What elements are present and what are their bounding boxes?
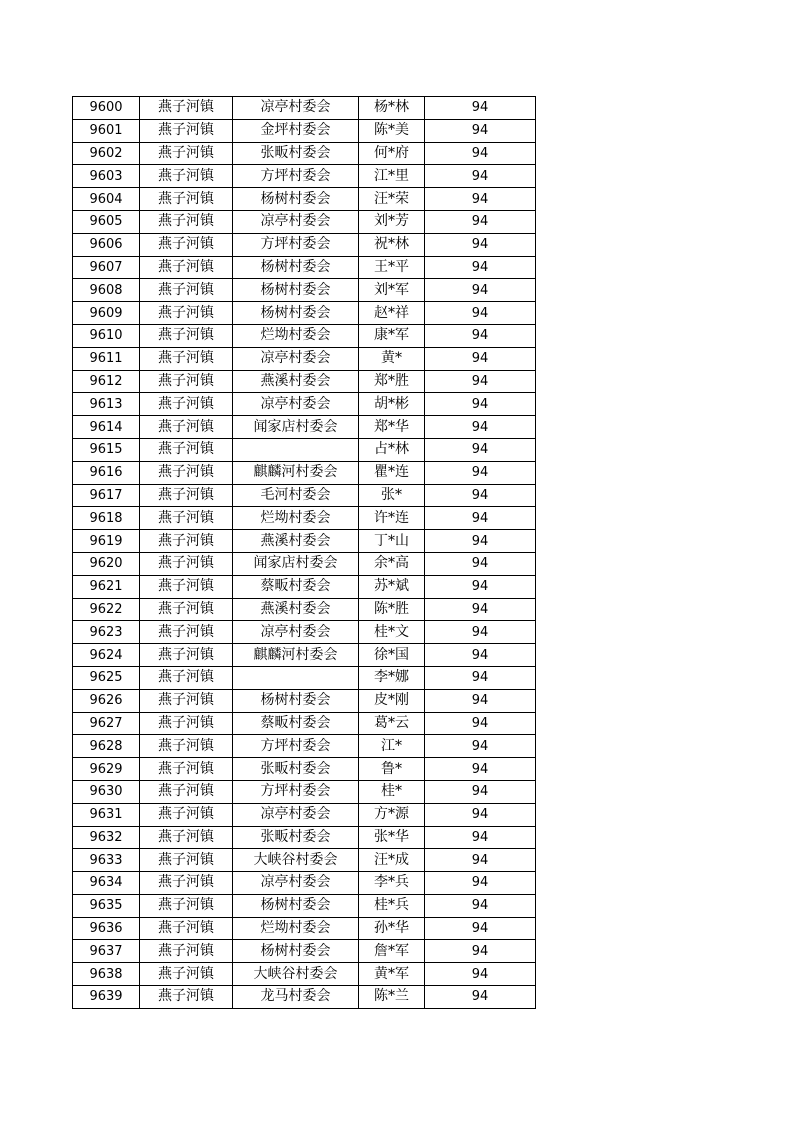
table-row bbox=[73, 986, 536, 1009]
village-committee-cell: 麒麟河村委会 bbox=[233, 461, 359, 484]
score-cell: 94 bbox=[425, 940, 536, 963]
row-number-cell: 9637 bbox=[73, 940, 140, 963]
score-cell: 94 bbox=[425, 461, 536, 484]
village-committee-cell: 凉亭村委会 bbox=[233, 621, 359, 644]
person-name-cell: 黄*军 bbox=[359, 963, 425, 986]
town-cell: 燕子河镇 bbox=[140, 803, 233, 826]
row-number-cell: 9614 bbox=[73, 416, 140, 439]
table-row bbox=[73, 621, 536, 644]
row-number-cell: 9601 bbox=[73, 119, 140, 142]
town-cell: 燕子河镇 bbox=[140, 917, 233, 940]
table-row bbox=[73, 461, 536, 484]
row-number-cell: 9631 bbox=[73, 803, 140, 826]
person-name-cell: 丁*山 bbox=[359, 530, 425, 553]
table-row bbox=[73, 758, 536, 781]
score-cell: 94 bbox=[425, 666, 536, 689]
town-cell: 燕子河镇 bbox=[140, 324, 233, 347]
person-name-cell: 葛*云 bbox=[359, 712, 425, 735]
row-number-cell: 9617 bbox=[73, 484, 140, 507]
score-cell: 94 bbox=[425, 644, 536, 667]
town-cell: 燕子河镇 bbox=[140, 484, 233, 507]
row-number-cell: 9627 bbox=[73, 712, 140, 735]
score-cell: 94 bbox=[425, 279, 536, 302]
person-name-cell: 方*源 bbox=[359, 803, 425, 826]
table-row bbox=[73, 210, 536, 233]
table-row bbox=[73, 803, 536, 826]
village-committee-cell: 凉亭村委会 bbox=[233, 97, 359, 120]
score-cell: 94 bbox=[425, 552, 536, 575]
town-cell: 燕子河镇 bbox=[140, 188, 233, 211]
town-cell: 燕子河镇 bbox=[140, 119, 233, 142]
table-body bbox=[73, 97, 536, 1009]
town-cell: 燕子河镇 bbox=[140, 872, 233, 895]
score-cell: 94 bbox=[425, 233, 536, 256]
row-number-cell: 9609 bbox=[73, 302, 140, 325]
person-name-cell: 余*高 bbox=[359, 552, 425, 575]
town-cell: 燕子河镇 bbox=[140, 279, 233, 302]
person-name-cell: 皮*刚 bbox=[359, 689, 425, 712]
village-committee-cell bbox=[233, 666, 359, 689]
village-committee-cell: 方坪村委会 bbox=[233, 735, 359, 758]
table-row bbox=[73, 666, 536, 689]
row-number-cell: 9634 bbox=[73, 872, 140, 895]
person-name-cell: 江*里 bbox=[359, 165, 425, 188]
row-number-cell: 9621 bbox=[73, 575, 140, 598]
table-row bbox=[73, 872, 536, 895]
town-cell: 燕子河镇 bbox=[140, 963, 233, 986]
table-row bbox=[73, 689, 536, 712]
village-committee-cell: 杨树村委会 bbox=[233, 940, 359, 963]
person-name-cell: 汪*成 bbox=[359, 849, 425, 872]
person-name-cell: 王*平 bbox=[359, 256, 425, 279]
table-row bbox=[73, 598, 536, 621]
table-row bbox=[73, 233, 536, 256]
town-cell: 燕子河镇 bbox=[140, 256, 233, 279]
score-cell: 94 bbox=[425, 803, 536, 826]
town-cell: 燕子河镇 bbox=[140, 621, 233, 644]
town-cell: 燕子河镇 bbox=[140, 758, 233, 781]
person-name-cell: 孙*华 bbox=[359, 917, 425, 940]
village-committee-cell: 杨树村委会 bbox=[233, 188, 359, 211]
village-committee-cell: 杨树村委会 bbox=[233, 689, 359, 712]
village-committee-cell: 方坪村委会 bbox=[233, 165, 359, 188]
row-number-cell: 9628 bbox=[73, 735, 140, 758]
person-name-cell: 刘*军 bbox=[359, 279, 425, 302]
town-cell: 燕子河镇 bbox=[140, 507, 233, 530]
village-committee-cell: 张畈村委会 bbox=[233, 758, 359, 781]
person-name-cell: 陈*兰 bbox=[359, 986, 425, 1009]
town-cell: 燕子河镇 bbox=[140, 894, 233, 917]
score-cell: 94 bbox=[425, 188, 536, 211]
village-committee-cell: 杨树村委会 bbox=[233, 279, 359, 302]
village-committee-cell: 金坪村委会 bbox=[233, 119, 359, 142]
village-committee-cell: 燕溪村委会 bbox=[233, 370, 359, 393]
row-number-cell: 9625 bbox=[73, 666, 140, 689]
score-cell: 94 bbox=[425, 142, 536, 165]
score-cell: 94 bbox=[425, 484, 536, 507]
village-committee-cell: 杨树村委会 bbox=[233, 256, 359, 279]
town-cell: 燕子河镇 bbox=[140, 97, 233, 120]
table-row bbox=[73, 142, 536, 165]
table-row bbox=[73, 575, 536, 598]
row-number-cell: 9600 bbox=[73, 97, 140, 120]
village-committee-cell: 凉亭村委会 bbox=[233, 210, 359, 233]
row-number-cell: 9618 bbox=[73, 507, 140, 530]
score-cell: 94 bbox=[425, 598, 536, 621]
row-number-cell: 9624 bbox=[73, 644, 140, 667]
row-number-cell: 9613 bbox=[73, 393, 140, 416]
village-committee-cell: 闻家店村委会 bbox=[233, 416, 359, 439]
person-name-cell: 陈*美 bbox=[359, 119, 425, 142]
row-number-cell: 9611 bbox=[73, 347, 140, 370]
score-cell: 94 bbox=[425, 621, 536, 644]
row-number-cell: 9607 bbox=[73, 256, 140, 279]
table-row bbox=[73, 507, 536, 530]
person-name-cell: 张*华 bbox=[359, 826, 425, 849]
score-cell: 94 bbox=[425, 302, 536, 325]
score-cell: 94 bbox=[425, 894, 536, 917]
town-cell: 燕子河镇 bbox=[140, 986, 233, 1009]
town-cell: 燕子河镇 bbox=[140, 370, 233, 393]
table-row bbox=[73, 826, 536, 849]
score-cell: 94 bbox=[425, 986, 536, 1009]
row-number-cell: 9638 bbox=[73, 963, 140, 986]
village-committee-cell: 大峡谷村委会 bbox=[233, 849, 359, 872]
table-row bbox=[73, 917, 536, 940]
village-committee-cell: 麒麟河村委会 bbox=[233, 644, 359, 667]
village-committee-cell: 凉亭村委会 bbox=[233, 393, 359, 416]
row-number-cell: 9623 bbox=[73, 621, 140, 644]
town-cell: 燕子河镇 bbox=[140, 302, 233, 325]
town-cell: 燕子河镇 bbox=[140, 552, 233, 575]
village-committee-cell bbox=[233, 438, 359, 461]
village-committee-cell: 凉亭村委会 bbox=[233, 347, 359, 370]
person-name-cell: 康*军 bbox=[359, 324, 425, 347]
row-number-cell: 9620 bbox=[73, 552, 140, 575]
row-number-cell: 9602 bbox=[73, 142, 140, 165]
town-cell: 燕子河镇 bbox=[140, 165, 233, 188]
table-row bbox=[73, 438, 536, 461]
score-cell: 94 bbox=[425, 119, 536, 142]
table-row bbox=[73, 780, 536, 803]
person-name-cell: 鲁* bbox=[359, 758, 425, 781]
table-row bbox=[73, 279, 536, 302]
table-row bbox=[73, 530, 536, 553]
village-committee-cell: 凉亭村委会 bbox=[233, 803, 359, 826]
table-row bbox=[73, 712, 536, 735]
row-number-cell: 9630 bbox=[73, 780, 140, 803]
table-row bbox=[73, 393, 536, 416]
town-cell: 燕子河镇 bbox=[140, 826, 233, 849]
town-cell: 燕子河镇 bbox=[140, 416, 233, 439]
row-number-cell: 9633 bbox=[73, 849, 140, 872]
person-name-cell: 赵*祥 bbox=[359, 302, 425, 325]
town-cell: 燕子河镇 bbox=[140, 575, 233, 598]
row-number-cell: 9635 bbox=[73, 894, 140, 917]
table-row bbox=[73, 849, 536, 872]
town-cell: 燕子河镇 bbox=[140, 712, 233, 735]
person-name-cell: 黄* bbox=[359, 347, 425, 370]
village-committee-cell: 张畈村委会 bbox=[233, 142, 359, 165]
row-number-cell: 9629 bbox=[73, 758, 140, 781]
person-name-cell: 徐*国 bbox=[359, 644, 425, 667]
score-cell: 94 bbox=[425, 712, 536, 735]
row-number-cell: 9636 bbox=[73, 917, 140, 940]
village-committee-cell: 燕溪村委会 bbox=[233, 598, 359, 621]
row-number-cell: 9626 bbox=[73, 689, 140, 712]
town-cell: 燕子河镇 bbox=[140, 735, 233, 758]
person-name-cell: 李*兵 bbox=[359, 872, 425, 895]
score-cell: 94 bbox=[425, 324, 536, 347]
person-name-cell: 詹*军 bbox=[359, 940, 425, 963]
score-cell: 94 bbox=[425, 97, 536, 120]
town-cell: 燕子河镇 bbox=[140, 142, 233, 165]
person-name-cell: 杨*林 bbox=[359, 97, 425, 120]
town-cell: 燕子河镇 bbox=[140, 689, 233, 712]
village-committee-cell: 烂坳村委会 bbox=[233, 917, 359, 940]
person-name-cell: 郑*华 bbox=[359, 416, 425, 439]
village-committee-cell: 杨树村委会 bbox=[233, 302, 359, 325]
person-name-cell: 苏*斌 bbox=[359, 575, 425, 598]
village-committee-cell: 大峡谷村委会 bbox=[233, 963, 359, 986]
table-row bbox=[73, 119, 536, 142]
table-row bbox=[73, 644, 536, 667]
table-row bbox=[73, 940, 536, 963]
person-name-cell: 胡*彬 bbox=[359, 393, 425, 416]
table-row bbox=[73, 347, 536, 370]
person-name-cell: 桂*文 bbox=[359, 621, 425, 644]
row-number-cell: 9632 bbox=[73, 826, 140, 849]
score-cell: 94 bbox=[425, 780, 536, 803]
score-cell: 94 bbox=[425, 575, 536, 598]
row-number-cell: 9612 bbox=[73, 370, 140, 393]
row-number-cell: 9604 bbox=[73, 188, 140, 211]
row-number-cell: 9608 bbox=[73, 279, 140, 302]
score-cell: 94 bbox=[425, 507, 536, 530]
person-name-cell: 许*连 bbox=[359, 507, 425, 530]
table-row bbox=[73, 416, 536, 439]
table-row bbox=[73, 552, 536, 575]
town-cell: 燕子河镇 bbox=[140, 849, 233, 872]
row-number-cell: 9610 bbox=[73, 324, 140, 347]
table-row bbox=[73, 97, 536, 120]
town-cell: 燕子河镇 bbox=[140, 644, 233, 667]
score-cell: 94 bbox=[425, 438, 536, 461]
data-table bbox=[72, 96, 536, 1009]
village-committee-cell: 蔡畈村委会 bbox=[233, 712, 359, 735]
row-number-cell: 9615 bbox=[73, 438, 140, 461]
town-cell: 燕子河镇 bbox=[140, 940, 233, 963]
score-cell: 94 bbox=[425, 689, 536, 712]
score-cell: 94 bbox=[425, 416, 536, 439]
score-cell: 94 bbox=[425, 963, 536, 986]
score-cell: 94 bbox=[425, 210, 536, 233]
person-name-cell: 占*林 bbox=[359, 438, 425, 461]
village-committee-cell: 蔡畈村委会 bbox=[233, 575, 359, 598]
row-number-cell: 9622 bbox=[73, 598, 140, 621]
village-committee-cell: 张畈村委会 bbox=[233, 826, 359, 849]
person-name-cell: 江* bbox=[359, 735, 425, 758]
score-cell: 94 bbox=[425, 347, 536, 370]
town-cell: 燕子河镇 bbox=[140, 438, 233, 461]
village-committee-cell: 烂坳村委会 bbox=[233, 507, 359, 530]
score-cell: 94 bbox=[425, 872, 536, 895]
score-cell: 94 bbox=[425, 530, 536, 553]
table-row bbox=[73, 165, 536, 188]
town-cell: 燕子河镇 bbox=[140, 598, 233, 621]
row-number-cell: 9606 bbox=[73, 233, 140, 256]
village-committee-cell: 龙马村委会 bbox=[233, 986, 359, 1009]
score-cell: 94 bbox=[425, 735, 536, 758]
table-row bbox=[73, 256, 536, 279]
person-name-cell: 汪*荣 bbox=[359, 188, 425, 211]
village-committee-cell: 方坪村委会 bbox=[233, 233, 359, 256]
score-cell: 94 bbox=[425, 849, 536, 872]
person-name-cell: 张* bbox=[359, 484, 425, 507]
table-row bbox=[73, 188, 536, 211]
score-cell: 94 bbox=[425, 256, 536, 279]
row-number-cell: 9616 bbox=[73, 461, 140, 484]
person-name-cell: 瞿*连 bbox=[359, 461, 425, 484]
village-committee-cell: 闻家店村委会 bbox=[233, 552, 359, 575]
town-cell: 燕子河镇 bbox=[140, 530, 233, 553]
village-committee-cell: 杨树村委会 bbox=[233, 894, 359, 917]
score-cell: 94 bbox=[425, 826, 536, 849]
person-name-cell: 桂* bbox=[359, 780, 425, 803]
town-cell: 燕子河镇 bbox=[140, 347, 233, 370]
table-row bbox=[73, 963, 536, 986]
person-name-cell: 何*府 bbox=[359, 142, 425, 165]
table-row bbox=[73, 302, 536, 325]
town-cell: 燕子河镇 bbox=[140, 780, 233, 803]
village-committee-cell: 燕溪村委会 bbox=[233, 530, 359, 553]
person-name-cell: 陈*胜 bbox=[359, 598, 425, 621]
village-committee-cell: 烂坳村委会 bbox=[233, 324, 359, 347]
row-number-cell: 9619 bbox=[73, 530, 140, 553]
town-cell: 燕子河镇 bbox=[140, 233, 233, 256]
score-cell: 94 bbox=[425, 758, 536, 781]
person-name-cell: 桂*兵 bbox=[359, 894, 425, 917]
table-row bbox=[73, 484, 536, 507]
person-name-cell: 刘*芳 bbox=[359, 210, 425, 233]
person-name-cell: 李*娜 bbox=[359, 666, 425, 689]
score-cell: 94 bbox=[425, 165, 536, 188]
person-name-cell: 郑*胜 bbox=[359, 370, 425, 393]
row-number-cell: 9605 bbox=[73, 210, 140, 233]
table-row bbox=[73, 324, 536, 347]
town-cell: 燕子河镇 bbox=[140, 393, 233, 416]
score-cell: 94 bbox=[425, 370, 536, 393]
village-committee-cell: 方坪村委会 bbox=[233, 780, 359, 803]
town-cell: 燕子河镇 bbox=[140, 210, 233, 233]
score-cell: 94 bbox=[425, 917, 536, 940]
person-name-cell: 祝*林 bbox=[359, 233, 425, 256]
table-row bbox=[73, 370, 536, 393]
row-number-cell: 9603 bbox=[73, 165, 140, 188]
town-cell: 燕子河镇 bbox=[140, 666, 233, 689]
row-number-cell: 9639 bbox=[73, 986, 140, 1009]
score-cell: 94 bbox=[425, 393, 536, 416]
village-committee-cell: 凉亭村委会 bbox=[233, 872, 359, 895]
village-committee-cell: 毛河村委会 bbox=[233, 484, 359, 507]
town-cell: 燕子河镇 bbox=[140, 461, 233, 484]
table-row bbox=[73, 894, 536, 917]
table-row bbox=[73, 735, 536, 758]
